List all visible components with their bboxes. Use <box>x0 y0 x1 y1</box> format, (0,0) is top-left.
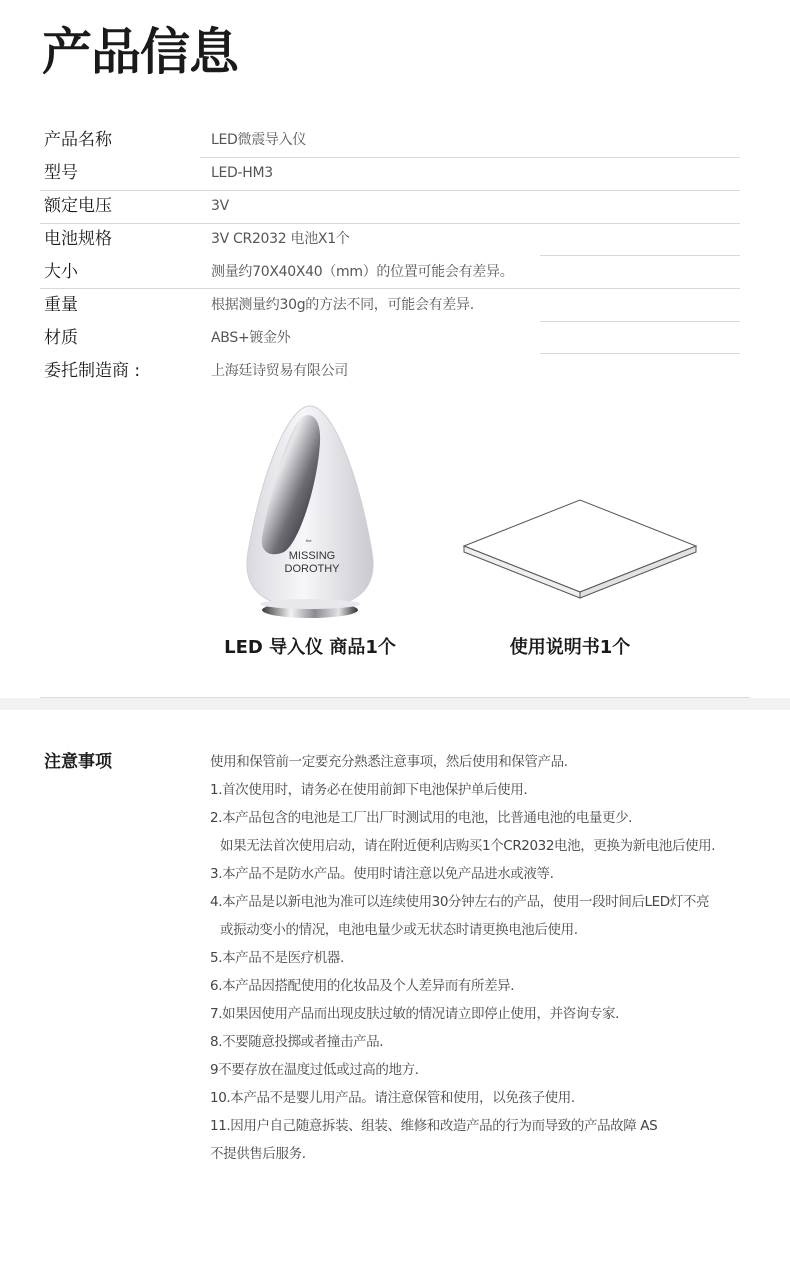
spec-label: 委托制造商 : <box>44 361 141 381</box>
row-divider <box>40 190 740 191</box>
row-divider <box>200 157 740 158</box>
spec-label: 产品名称 <box>44 130 112 150</box>
device-illustration <box>240 402 380 624</box>
spec-row-model <box>0 157 790 190</box>
spec-row-voltage <box>0 190 790 223</box>
device-image <box>240 402 380 624</box>
brand-prefix: the <box>306 538 312 543</box>
spec-label: 大小 <box>44 262 78 282</box>
manual-label: 使用说明书1个 <box>509 637 631 658</box>
spec-row-manufacturer <box>0 355 790 388</box>
spec-label: 额定电压 <box>44 196 112 216</box>
row-divider <box>540 321 740 322</box>
spec-row-weight <box>0 289 790 322</box>
note-line: 8.不要随意投掷或者撞击产品. <box>210 1034 384 1050</box>
note-line: 不提供售后服务. <box>210 1146 306 1162</box>
spec-value: 测量约70X40X40（mm）的位置可能会有差异。 <box>211 264 514 280</box>
package-contents <box>0 400 790 670</box>
spec-row-material <box>0 322 790 355</box>
manual-illustration <box>460 496 700 606</box>
note-line: 或振动变小的情况，电池电量少或无状态时请更换电池后使用. <box>220 922 578 938</box>
spec-label: 电池规格 <box>44 229 112 249</box>
spec-value: 上海廷诗贸易有限公司 <box>211 363 348 379</box>
notes-title: 注意事项 <box>44 752 112 772</box>
note-line: 3.本产品不是防水产品。使用时请注意以免产品进水或液等. <box>210 866 554 882</box>
note-line: 2.本产品包含的电池是工厂出厂时测试用的电池，比普通电池的电量更少. <box>210 810 633 826</box>
spec-value: 3V <box>211 198 229 214</box>
spec-label: 型号 <box>44 163 78 183</box>
spec-label: 材质 <box>44 328 78 348</box>
note-line: 11.因用户自己随意拆装、组装、维修和改造产品的行为而导致的产品故障 AS <box>210 1118 658 1134</box>
spec-value: 3V CR2032 电池X1个 <box>211 231 350 247</box>
device-label: LED 导入仪 商品1个 <box>224 637 396 658</box>
section-band <box>0 698 790 710</box>
manual-image <box>460 496 700 606</box>
spec-row-battery <box>0 223 790 256</box>
brand-line-2: DOROTHY <box>284 563 340 575</box>
spec-value: LED-HM3 <box>211 165 273 181</box>
row-divider <box>540 255 740 256</box>
row-divider <box>40 288 740 289</box>
spec-row-size <box>0 256 790 289</box>
note-line: 7.如果因使用产品而出现皮肤过敏的情况请立即停止使用，并咨询专家. <box>210 1006 619 1022</box>
spec-row-product-name <box>0 124 790 157</box>
note-line: 10.本产品不是婴儿用产品。请注意保管和使用，以免孩子使用. <box>210 1090 575 1106</box>
note-line: 9不要存放在温度过低或过高的地方. <box>210 1062 419 1078</box>
note-line: 1.首次使用时，请务必在使用前卸下电池保护单后使用. <box>210 782 528 798</box>
note-line: 使用和保管前一定要充分熟悉注意事项，然后使用和保管产品. <box>210 754 568 770</box>
row-divider <box>40 223 740 224</box>
note-line: 4.本产品是以新电池为准可以连续使用30分钟左右的产品，使用一段时间后LED灯不亮 <box>210 894 710 910</box>
page-title: 产品信息 <box>42 23 238 81</box>
note-line: 6.本产品因搭配使用的化妆品及个人差异而有所差异. <box>210 978 515 994</box>
brand-line-1: MISSING <box>288 550 336 562</box>
spec-value: ABS+镀金外 <box>211 330 291 346</box>
spec-value: LED微震导入仪 <box>211 132 307 148</box>
row-divider <box>540 353 740 354</box>
note-line: 如果无法首次使用启动，请在附近便利店购买1个CR2032电池，更换为新电池后使用. <box>220 838 716 854</box>
spec-label: 重量 <box>44 295 78 315</box>
spec-value: 根据测量约30g的方法不同，可能会有差异. <box>211 297 474 313</box>
note-line: 5.本产品不是医疗机器. <box>210 950 344 966</box>
